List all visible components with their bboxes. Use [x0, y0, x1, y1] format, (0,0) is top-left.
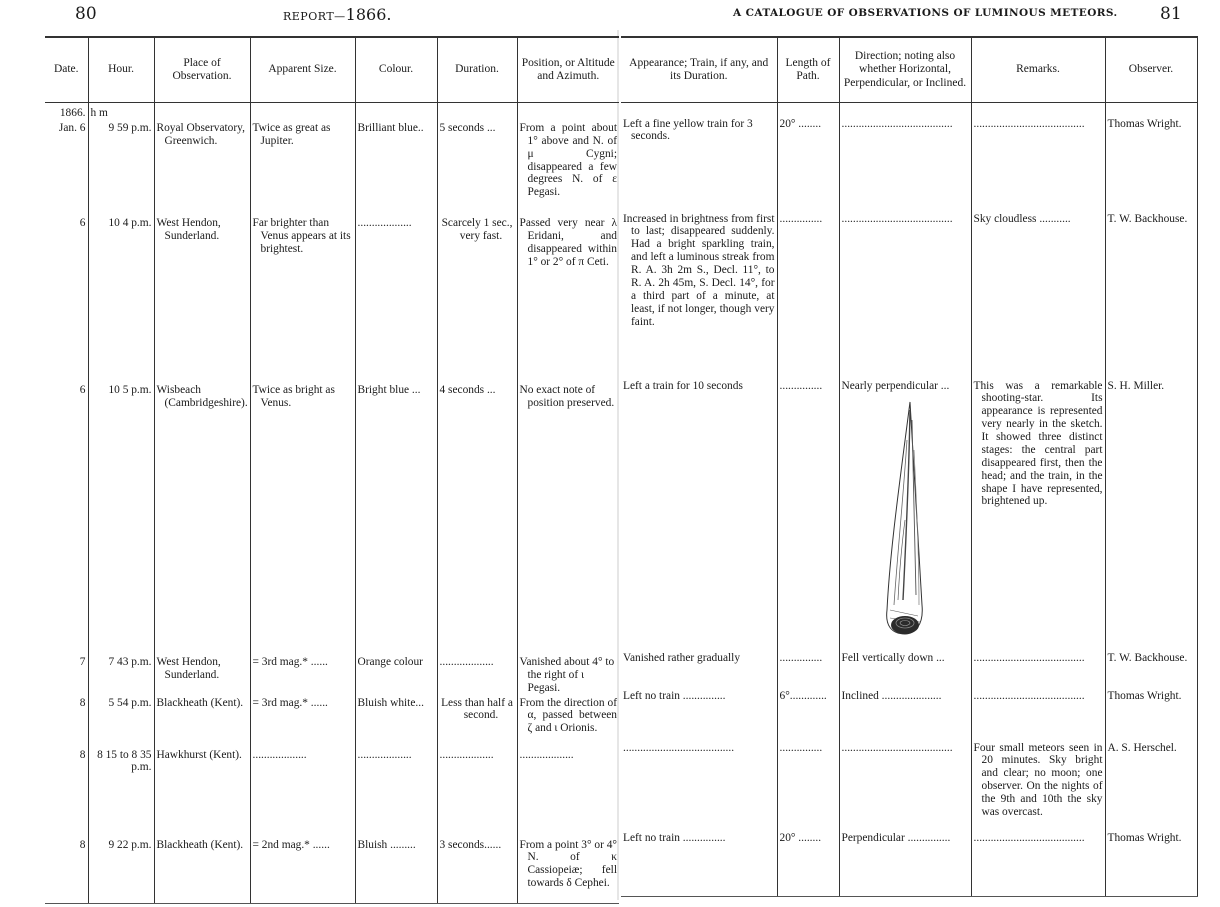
cell-date: 6 — [79, 383, 86, 396]
cell-observer: Thomas Wright. — [1105, 117, 1197, 212]
cell-observer: S. H. Miller. — [1105, 379, 1197, 651]
meteor-sketch-icon — [870, 400, 940, 636]
cell-appearance: ....................................... — [623, 741, 735, 754]
cell-remarks: ....................................... — [971, 651, 1105, 689]
col-header-date: Date. — [45, 37, 88, 103]
cell-direction — [839, 379, 971, 651]
cell-length: ............... — [777, 379, 839, 651]
table-row — [621, 689, 1197, 741]
cell-colour: Orange colour — [355, 655, 437, 696]
left-page-number: 80 — [75, 4, 97, 24]
cell-appearance: Vanished rather gradually — [623, 651, 741, 664]
left-header-row — [45, 37, 619, 103]
right-header-row — [621, 37, 1197, 103]
col-header-size: Apparent Size. — [250, 37, 355, 103]
cell-position: From a point about 1° above and N. of μ Cygni; disappeared a few degrees N. of ε Pegasi. — [517, 121, 619, 216]
cell-size: Far brighter than Venus appears at its brightest. — [250, 216, 355, 383]
cell-length: 6°............. — [777, 689, 839, 741]
table-row — [621, 831, 1197, 897]
table-row — [45, 121, 619, 216]
left-title-prefix: REPORT— — [283, 10, 346, 23]
cell-duration: 5 seconds ... — [437, 121, 517, 216]
cell-hour: 8 15 to 8 35 p.m. — [88, 748, 154, 838]
col-header-observer: Observer. — [1105, 37, 1197, 103]
cell-appearance: Left no train ............... — [621, 831, 777, 897]
cell-colour: Bright blue ... — [355, 383, 437, 655]
cell-observer: T. W. Backhouse. — [1105, 651, 1197, 689]
cell-direction: ....................................... — [839, 212, 971, 379]
units-row — [45, 103, 619, 121]
cell-remarks: Sky cloudless ........... — [971, 212, 1105, 379]
cell-remarks: Four small meteors seen in 20 minutes. Sky bright and clear; no moon; one observer. On the nights of the 9th and 10th the sky was overcast. — [971, 741, 1105, 831]
col-header-duration: Duration. — [437, 37, 517, 103]
cell-colour: ................... — [355, 216, 437, 383]
hour-units: h m — [88, 103, 154, 121]
cell-position: From a point 3° or 4° N. of κ Cassiopeiæ; fell towards δ Cephei. — [517, 838, 619, 904]
cell-place: West Hendon, Sunderland. — [154, 655, 250, 696]
col-header-direction: Direction; noting also whether Horizontal, Perpendicular, or Inclined. — [839, 37, 971, 103]
col-header-position: Position, or Altitude and Azimuth. — [517, 37, 619, 103]
col-header-colour: Colour. — [355, 37, 437, 103]
cell-date: 8 — [79, 696, 86, 709]
table-row — [45, 748, 619, 838]
cell-place: Wisbeach (Cambridgeshire). — [154, 383, 250, 655]
right-meteor-table — [621, 36, 1198, 897]
cell-position: Passed very near λ Eridani, and disappeared within 1° or 2° of π Ceti. — [517, 216, 619, 383]
table-row — [45, 216, 619, 383]
table-row — [45, 655, 619, 696]
left-title-year: 1866. — [345, 5, 392, 24]
year-label: 1866. — [59, 107, 86, 119]
cell-direction: Perpendicular ............... — [839, 831, 971, 897]
cell-position: Vanished about 4° to the right of ι Pegasi. — [517, 655, 619, 696]
cell-duration: 4 seconds ... — [437, 383, 517, 655]
cell-direction: Inclined ..................... — [839, 689, 971, 741]
cell-place: Blackheath (Kent). — [154, 696, 250, 748]
cell-position: ................... — [517, 748, 619, 838]
cell-hour: 9 59 p.m. — [88, 121, 154, 216]
cell-duration: 3 seconds...... — [437, 838, 517, 904]
cell-length: 20° ........ — [777, 117, 839, 212]
cell-size: = 3rd mag.* ...... — [250, 696, 355, 748]
cell-hour: 7 43 p.m. — [88, 655, 154, 696]
cell-length: ............... — [777, 651, 839, 689]
table-row — [621, 117, 1197, 212]
cell-appearance: Left no train ............... — [623, 689, 726, 702]
cell-length: 20° ........ — [777, 831, 839, 897]
cell-place: Royal Observatory, Greenwich. — [154, 121, 250, 216]
cell-date: 8 — [45, 838, 88, 904]
cell-duration: ................... — [437, 748, 517, 838]
cell-observer: A. S. Herschel. — [1105, 741, 1197, 831]
right-running-title: A CATALOGUE OF OBSERVATIONS OF LUMINOUS METEORS. — [733, 7, 1118, 19]
cell-observer: Thomas Wright. — [1105, 831, 1197, 897]
table-row — [621, 212, 1197, 379]
cell-colour: Bluish ......... — [355, 838, 437, 904]
cell-position: No exact note of position preserved. — [517, 383, 619, 655]
col-header-length: Length of Path. — [777, 37, 839, 103]
cell-direction: Fell vertically down ... — [839, 651, 971, 689]
units-row-spacer — [621, 103, 1197, 117]
cell-hour: 5 54 p.m. — [88, 696, 154, 748]
table-row — [45, 383, 619, 655]
cell-date: 8 — [79, 748, 86, 761]
cell-colour: ................... — [355, 748, 437, 838]
cell-duration: Scarcely 1 sec., very fast. — [437, 216, 517, 383]
left-running-title — [283, 5, 391, 35]
cell-appearance: Left a train for 10 seconds — [623, 379, 743, 392]
col-header-appearance: Appearance; Train, if any, and its Duration. — [621, 37, 777, 103]
cell-size: = 2nd mag.* ...... — [250, 838, 355, 904]
cell-place: Hawkhurst (Kent). — [154, 748, 250, 838]
col-header-place: Place of Observation. — [154, 37, 250, 103]
cell-date: 7 — [79, 655, 86, 668]
cell-size: = 3rd mag.* ...... — [250, 655, 355, 696]
cell-direction-text: Nearly perpendicular ... — [841, 379, 950, 392]
right-page-number: 81 — [1160, 4, 1182, 24]
col-header-remarks: Remarks. — [971, 37, 1105, 103]
table-row — [45, 838, 619, 904]
cell-size: Twice as great as Jupiter. — [250, 121, 355, 216]
cell-remarks: This was a remarkable shooting-star. Its appearance is represented very nearly in the sketch. It showed three distinct stages: the central part disappeared first, then the head; and the train, in the shape I have represented, brightened up. — [971, 379, 1105, 651]
cell-date: 6 — [79, 216, 86, 229]
cell-hour: 9 22 p.m. — [88, 838, 154, 904]
col-header-hour: Hour. — [88, 37, 154, 103]
cell-observer: T. W. Backhouse. — [1105, 212, 1197, 379]
cell-colour: Brilliant blue.. — [355, 121, 437, 216]
cell-remarks: ....................................... — [971, 117, 1105, 212]
table-row — [621, 379, 1197, 651]
cell-date: Jan. 6 — [58, 121, 86, 134]
cell-appearance: Increased in brightness from first to last; disappeared suddenly. Had a bright sparkling train, and left a luminous streak from R. A. 3h 2m S., Decl. 11°, to R. A. 2h 45m, S. Decl. 14°, for a third part of a minute, at least, if not longer, though very faint. — [623, 212, 775, 328]
cell-length: ............... — [777, 212, 839, 379]
cell-hour: 10 5 p.m. — [88, 383, 154, 655]
table-row — [621, 651, 1197, 689]
cell-size: ................... — [250, 748, 355, 838]
cell-duration: ................... — [437, 655, 517, 696]
cell-place: West Hendon, Sunderland. — [154, 216, 250, 383]
table-row — [621, 741, 1197, 831]
cell-remarks: ....................................... — [971, 831, 1105, 897]
cell-appearance: Left a fine yellow train for 3 seconds. — [623, 117, 753, 143]
cell-position: From the direction of α, passed between ζ and ι Orionis. — [517, 696, 619, 748]
cell-direction: ....................................... — [839, 117, 971, 212]
left-meteor-table — [45, 36, 619, 904]
cell-size: Twice as bright as Venus. — [250, 383, 355, 655]
cell-hour: 10 4 p.m. — [88, 216, 154, 383]
cell-direction: ....................................... — [839, 741, 971, 831]
cell-remarks: ....................................... — [971, 689, 1105, 741]
cell-place: Blackheath (Kent). — [154, 838, 250, 904]
cell-duration: Less than half a second. — [437, 696, 517, 748]
cell-length: ............... — [777, 741, 839, 831]
cell-observer: Thomas Wright. — [1105, 689, 1197, 741]
cell-colour: Bluish white... — [355, 696, 437, 748]
table-row — [45, 696, 619, 748]
